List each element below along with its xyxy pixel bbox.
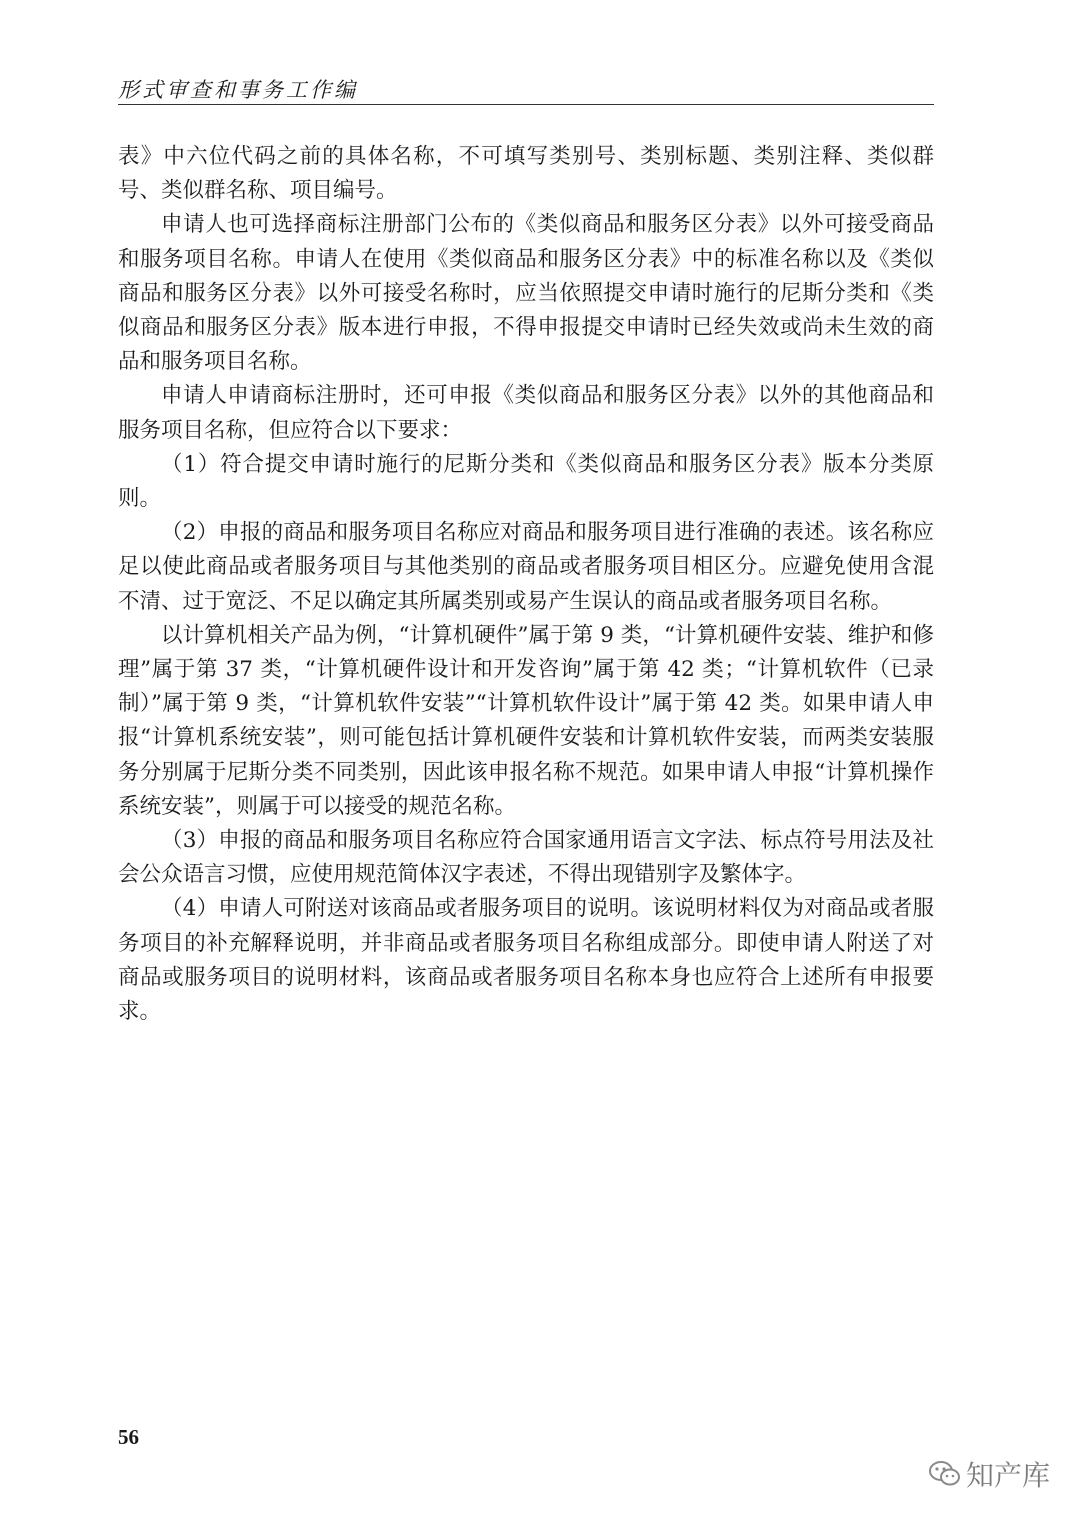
- watermark-label: 知产库: [966, 1459, 1051, 1492]
- page-number: 56: [118, 1425, 139, 1449]
- paragraph: 以计算机相关产品为例，“计算机硬件”属于第 9 类，“计算机硬件安装、维护和修理”属于第 37 类，“计算机硬件设计和开发咨询”属于第 42 类；“计算机软件（已录制）”属于第 9 类，“计算机软件安装”“计算机软件设计”属于第 42 类。如果申请人申报“计算机系统安装”，则可能包括计算机硬件安装和计算机软件安装，而两类安装服务分别属于尼斯分类不同类别，因此该申报名称不规范。如果申请人申报“计算机操作系统安装”，则属于可以接受的规范名称。: [118, 622, 934, 819]
- paragraph: （3）申报的商品和服务项目名称应符合国家通用语言文字法、标点符号用法及社会公众语言习惯，应使用规范简体汉字表述，不得出现错别字及繁体字。: [118, 828, 934, 888]
- header-rule: [118, 104, 934, 105]
- paragraph: 申请人也可选择商标注册部门公布的《类似商品和服务区分表》以外可接受商品和服务项目名称。申请人在使用《类似商品和服务区分表》中的标准名称以及《类似商品和服务区分表》以外可接受名称时，应当依照提交申请时施行的尼斯分类和《类似商品和服务区分表》版本进行申报，不得申报提交申请时已经失效或尚未生效的商品和服务项目名称。: [118, 212, 934, 375]
- paragraph: （1）符合提交申请时施行的尼斯分类和《类似商品和服务区分表》版本分类原则。: [118, 451, 934, 512]
- paragraph: （4）申请人可附送对该商品或者服务项目的说明。该说明材料仅为对商品或者服务项目的补充解释说明，并非商品或者服务项目名称组成部分。即使申请人附送了对商品或服务项目的说明材料，该商品或者服务项目名称本身也应符合上述所有申报要求。: [118, 896, 934, 1025]
- wechat-icon: [928, 1459, 962, 1489]
- watermark: [928, 1454, 1050, 1494]
- body-text: [118, 140, 934, 1029]
- running-header: 形式审查和事务工作编: [118, 78, 358, 102]
- paragraph: 申请人申请商标注册时，还可申报《类似商品和服务区分表》以外的其他商品和服务项目名称，但应符合以下要求：: [118, 383, 934, 443]
- paragraph: （2）申报的商品和服务项目名称应对商品和服务项目进行准确的表述。该名称应足以使此商品或者服务项目与其他类别的商品或者服务项目相区分。应避免使用含混不清、过于宽泛、不足以确定其所属类别或易产生误认的商品或者服务项目名称。: [118, 520, 934, 614]
- paragraph: 表》中六位代码之前的具体名称，不可填写类别号、类别标题、类别注释、类似群号、类似群名称、项目编号。: [118, 144, 934, 204]
